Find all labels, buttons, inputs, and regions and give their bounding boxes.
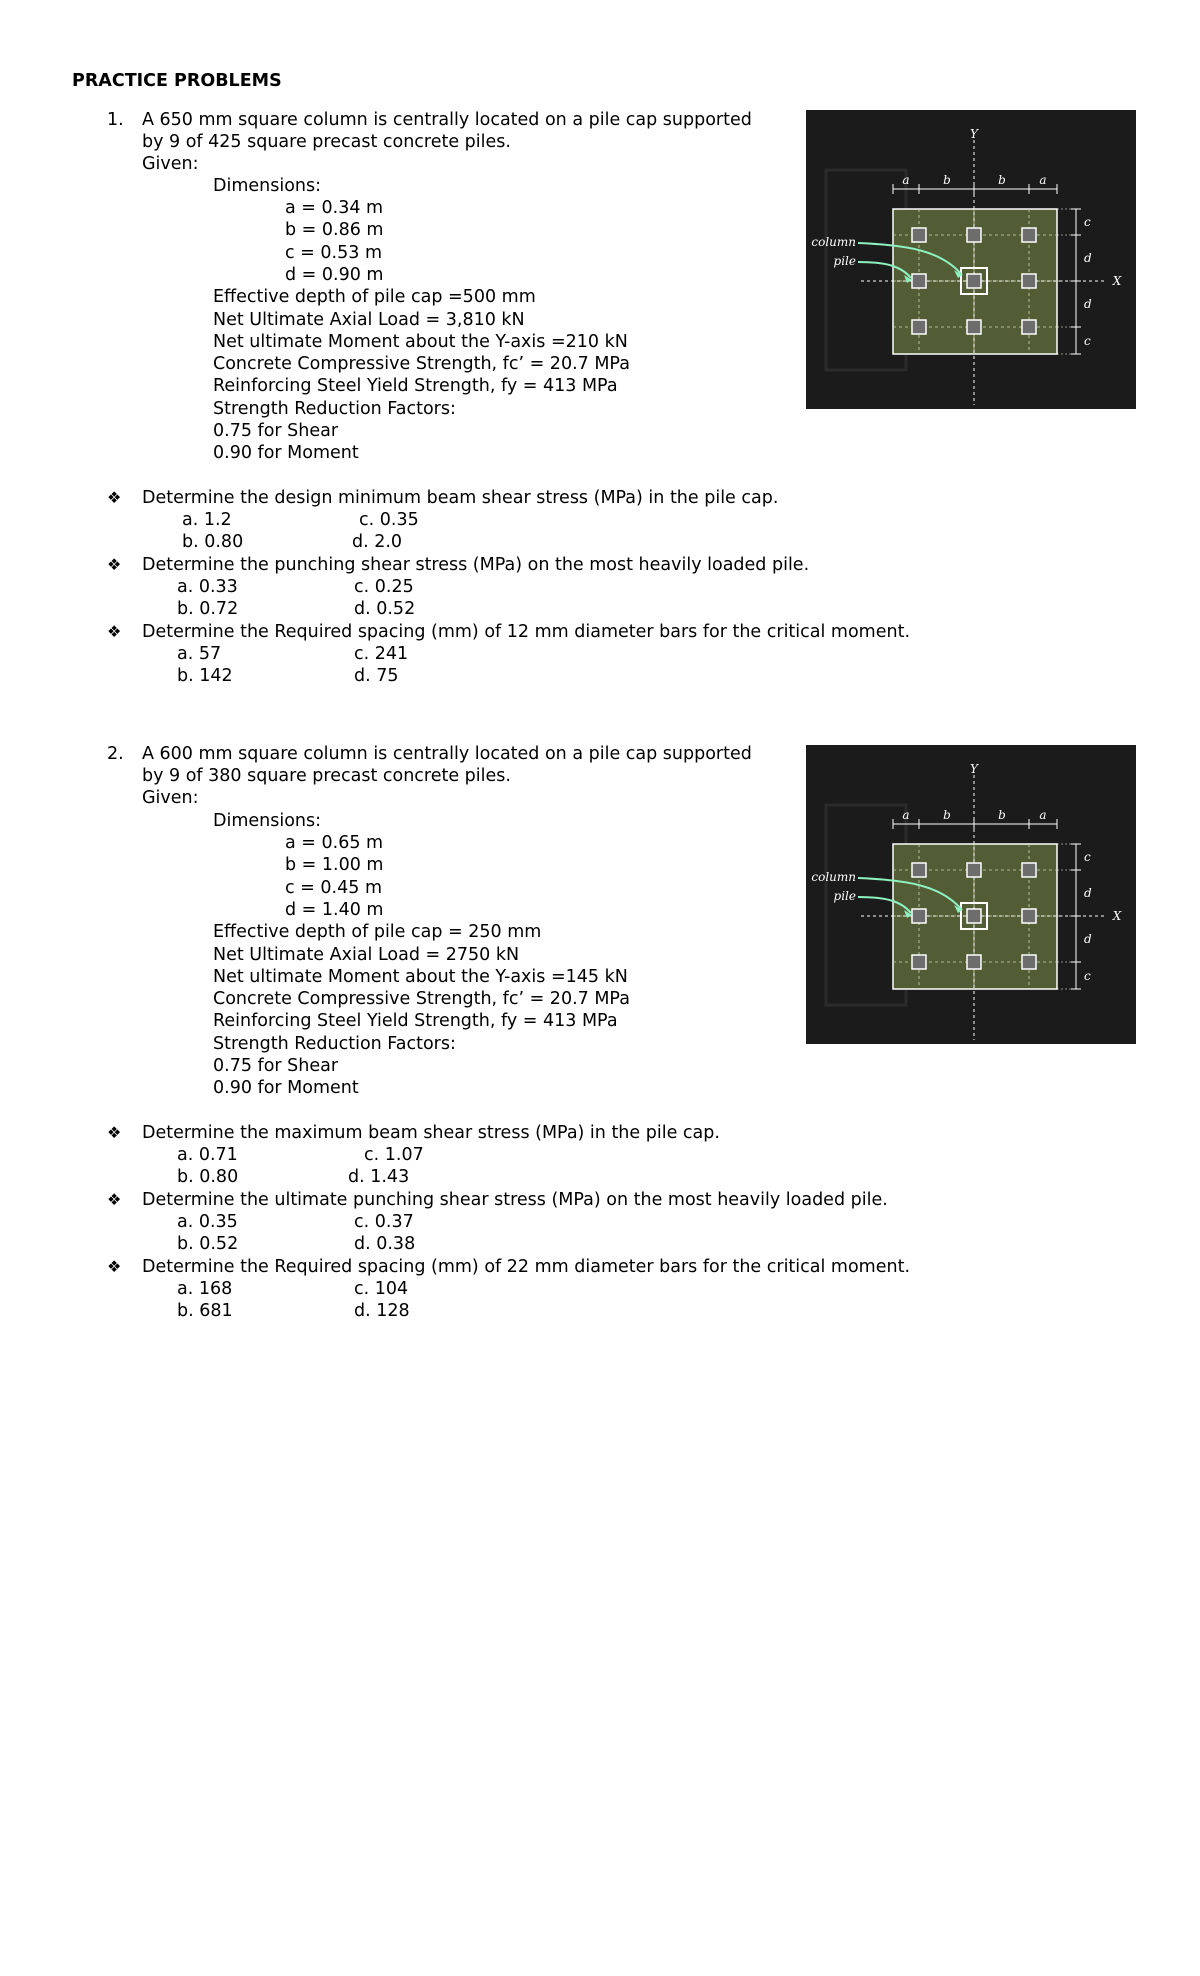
dimension-label-d: d	[1084, 297, 1092, 311]
answer-choice: b. 0.80	[182, 532, 244, 552]
pile-callout-label: pile	[833, 254, 856, 268]
page-title: PRACTICE PROBLEMS	[72, 71, 282, 91]
pile	[1022, 228, 1036, 242]
given-parameter: Strength Reduction Factors:	[213, 399, 456, 419]
dimension-value: a = 0.34 m	[285, 198, 384, 218]
bullet-icon: ❖	[107, 555, 122, 574]
pile	[912, 320, 926, 334]
question-text: Determine the punching shear stress (MPa) on the most heavily loaded pile.	[142, 555, 810, 575]
dimension-label-c: c	[1084, 334, 1091, 348]
given-label: Given:	[142, 154, 199, 174]
dimension-label-b: b	[943, 173, 951, 187]
pile	[967, 228, 981, 242]
answer-choice: a. 0.71	[177, 1145, 238, 1165]
dimension-label-a: a	[1039, 808, 1047, 822]
pile-callout-label: pile	[833, 889, 856, 903]
answer-choice: b. 0.80	[177, 1167, 239, 1187]
given-parameter: 0.75 for Shear	[213, 421, 339, 441]
pile	[912, 228, 926, 242]
dimension-label-d: d	[1084, 932, 1092, 946]
answer-choice: b. 681	[177, 1301, 233, 1321]
given-parameter: Effective depth of pile cap = 250 mm	[213, 922, 542, 942]
given-label: Given:	[142, 788, 199, 808]
dimension-label-b: b	[998, 808, 1006, 822]
given-parameter: Reinforcing Steel Yield Strength, fy = 413 MPa	[213, 1011, 618, 1031]
answer-choice: b. 0.52	[177, 1234, 239, 1254]
given-parameter: Concrete Compressive Strength, fc’ = 20.7 MPa	[213, 354, 630, 374]
question-text: Determine the Required spacing (mm) of 22 mm diameter bars for the critical moment.	[142, 1257, 911, 1277]
dimension-label-a: a	[902, 173, 910, 187]
given-parameter: 0.90 for Moment	[213, 443, 359, 463]
pile	[1022, 320, 1036, 334]
dimension-value: b = 1.00 m	[285, 855, 384, 875]
answer-choice: c. 104	[354, 1279, 409, 1299]
answer-choice: d. 0.38	[354, 1234, 416, 1254]
y-axis-label: Y	[970, 127, 978, 141]
diagram-svg	[806, 745, 1136, 1044]
answer-choice: b. 142	[177, 666, 233, 686]
answer-choice: d. 2.0	[352, 532, 403, 552]
answer-choice: d. 0.52	[354, 599, 416, 619]
dimension-label-c: c	[1084, 969, 1091, 983]
given-parameter: Strength Reduction Factors:	[213, 1034, 456, 1054]
problem-statement-line: by 9 of 380 square precast concrete piles.	[142, 766, 511, 786]
dimension-label-b: b	[943, 808, 951, 822]
dimension-label-c: c	[1084, 215, 1091, 229]
dimension-label-d: d	[1084, 886, 1092, 900]
bullet-icon: ❖	[107, 622, 122, 641]
problem-number: 1.	[107, 110, 124, 130]
answer-choice: d. 1.43	[348, 1167, 410, 1187]
diagram-svg	[806, 110, 1136, 409]
answer-choice: b. 0.72	[177, 599, 239, 619]
answer-choice: d. 75	[354, 666, 399, 686]
dimension-value: a = 0.65 m	[285, 833, 384, 853]
given-parameter: Concrete Compressive Strength, fc’ = 20.7 MPa	[213, 989, 630, 1009]
answer-choice: c. 1.07	[364, 1145, 424, 1165]
question-text: Determine the ultimate punching shear stress (MPa) on the most heavily loaded pile.	[142, 1190, 888, 1210]
answer-choice: c. 0.25	[354, 577, 414, 597]
answer-choice: c. 0.35	[359, 510, 419, 530]
bullet-icon: ❖	[107, 488, 122, 507]
given-parameter: Net ultimate Moment about the Y-axis =145 kN	[213, 967, 628, 987]
pile	[967, 863, 981, 877]
given-parameter: Net Ultimate Axial Load = 3,810 kN	[213, 310, 525, 330]
pile	[1022, 863, 1036, 877]
dimension-value: d = 1.40 m	[285, 900, 384, 920]
dimension-label-c: c	[1084, 850, 1091, 864]
dimension-label-a: a	[902, 808, 910, 822]
answer-choice: a. 0.33	[177, 577, 238, 597]
given-parameter: 0.90 for Moment	[213, 1078, 359, 1098]
pile	[912, 863, 926, 877]
dimension-value: c = 0.53 m	[285, 243, 382, 263]
given-parameter: Effective depth of pile cap =500 mm	[213, 287, 536, 307]
given-parameter: Net Ultimate Axial Load = 2750 kN	[213, 945, 520, 965]
answer-choice: a. 57	[177, 644, 222, 664]
bullet-icon: ❖	[107, 1190, 122, 1209]
dimension-value: c = 0.45 m	[285, 878, 382, 898]
given-parameter: 0.75 for Shear	[213, 1056, 339, 1076]
answer-choice: a. 1.2	[182, 510, 232, 530]
answer-choice: a. 168	[177, 1279, 233, 1299]
dimension-label-d: d	[1084, 251, 1092, 265]
problem-number: 2.	[107, 744, 124, 764]
question-text: Determine the design minimum beam shear stress (MPa) in the pile cap.	[142, 488, 779, 508]
pile-cap-diagram	[806, 110, 1136, 409]
bullet-icon: ❖	[107, 1123, 122, 1142]
answer-choice: c. 241	[354, 644, 409, 664]
dimension-value: b = 0.86 m	[285, 220, 384, 240]
dimension-value: d = 0.90 m	[285, 265, 384, 285]
bullet-icon: ❖	[107, 1257, 122, 1276]
pile	[967, 274, 981, 288]
answer-choice: c. 0.37	[354, 1212, 414, 1232]
pile	[1022, 274, 1036, 288]
question-text: Determine the Required spacing (mm) of 12 mm diameter bars for the critical moment.	[142, 622, 911, 642]
pile-cap-diagram	[806, 745, 1136, 1044]
dimensions-label: Dimensions:	[213, 811, 322, 831]
given-parameter: Reinforcing Steel Yield Strength, fy = 413 MPa	[213, 376, 618, 396]
problem-statement-line: A 600 mm square column is centrally located on a pile cap supported	[142, 744, 752, 764]
pile	[1022, 909, 1036, 923]
dimensions-label: Dimensions:	[213, 176, 322, 196]
question-text: Determine the maximum beam shear stress (MPa) in the pile cap.	[142, 1123, 720, 1143]
pile	[967, 320, 981, 334]
x-axis-label: X	[1112, 909, 1122, 923]
pile	[1022, 955, 1036, 969]
dimension-label-a: a	[1039, 173, 1047, 187]
pile	[912, 909, 926, 923]
problem-statement-line: by 9 of 425 square precast concrete piles.	[142, 132, 511, 152]
column-callout-label: column	[811, 870, 856, 884]
answer-choice: a. 0.35	[177, 1212, 238, 1232]
pile	[912, 955, 926, 969]
pile	[967, 955, 981, 969]
y-axis-label: Y	[970, 762, 978, 776]
x-axis-label: X	[1112, 274, 1122, 288]
problem-statement-line: A 650 mm square column is centrally located on a pile cap supported	[142, 110, 752, 130]
pile	[912, 274, 926, 288]
answer-choice: d. 128	[354, 1301, 410, 1321]
column-callout-label: column	[811, 235, 856, 249]
dimension-label-b: b	[998, 173, 1006, 187]
pile	[967, 909, 981, 923]
given-parameter: Net ultimate Moment about the Y-axis =210 kN	[213, 332, 628, 352]
